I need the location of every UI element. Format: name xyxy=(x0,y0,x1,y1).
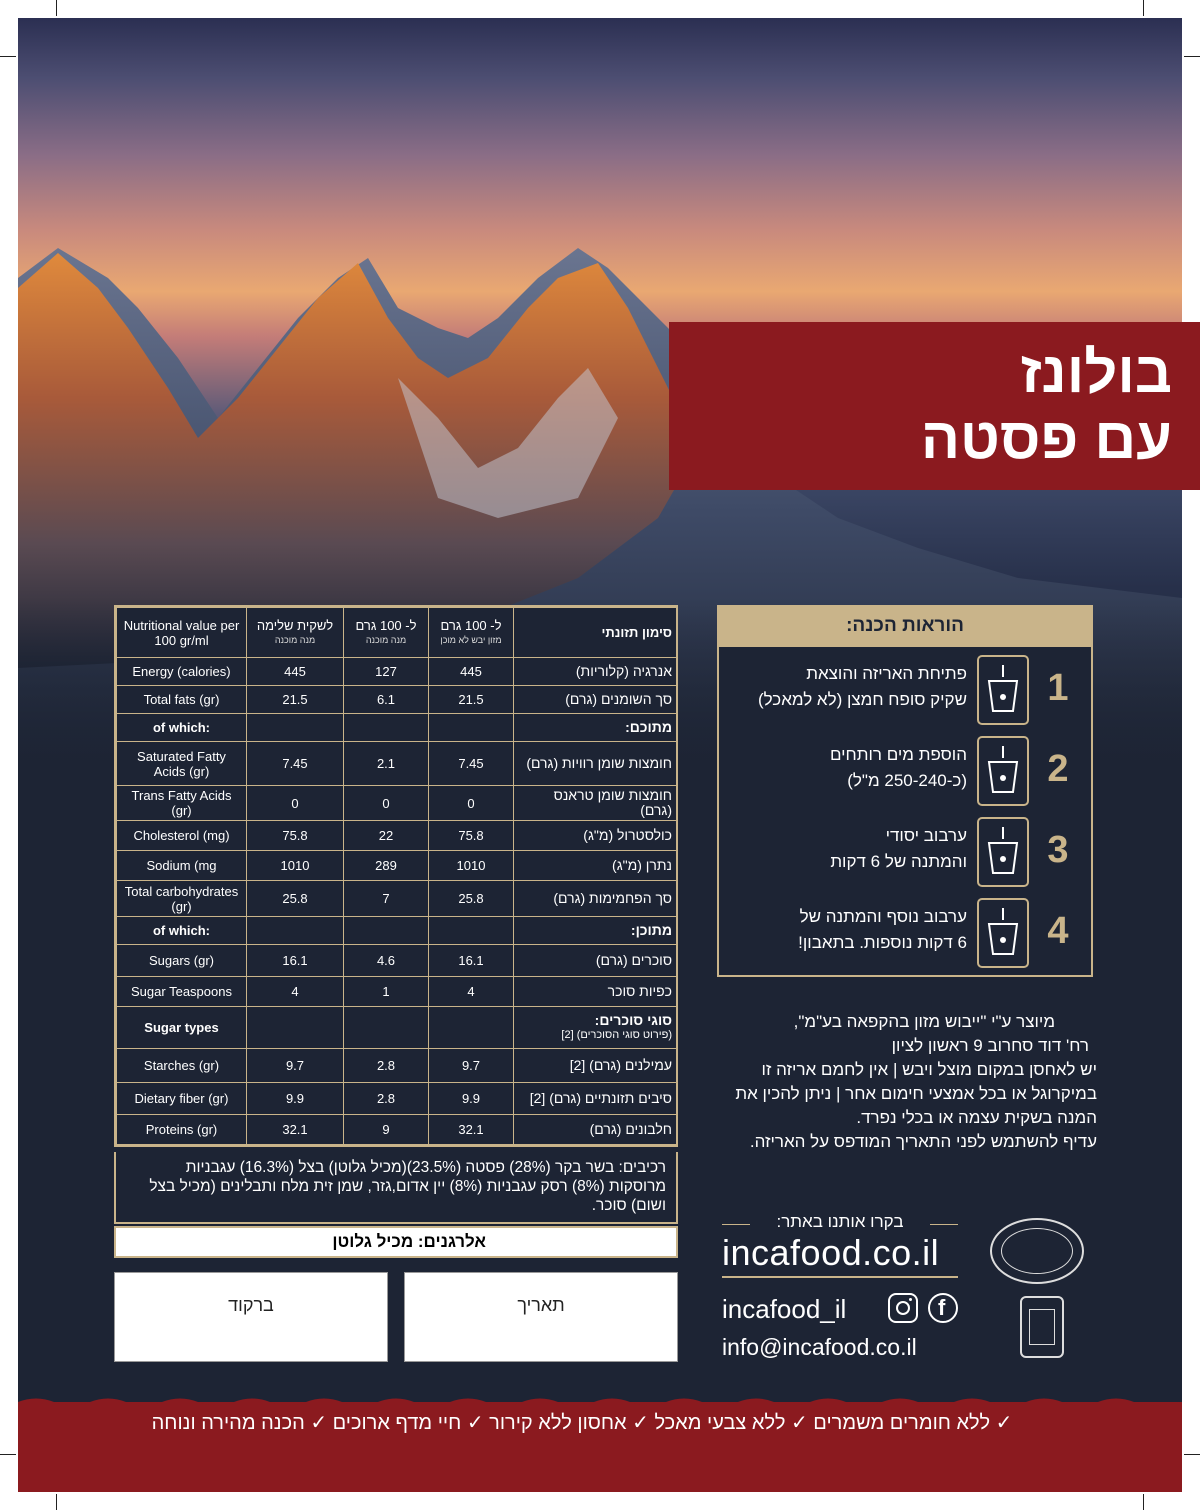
visit-us-label: בקרו אותנו באתר: xyxy=(776,1212,904,1231)
value-dry: 0 xyxy=(429,786,514,821)
storage-line: עדיף להשתמש לפני התאריך המודפס על האריזה. xyxy=(749,1132,1097,1151)
value-dry: 25.8 xyxy=(429,881,514,917)
nutrition-row xyxy=(117,917,677,945)
value-pouch: 0 xyxy=(247,786,344,821)
value-dry: 9.7 xyxy=(429,1049,514,1083)
value-pouch: 9.7 xyxy=(247,1049,344,1083)
header-english: Nutritional value per 100 gr/ml xyxy=(117,608,247,658)
date-box xyxy=(404,1272,678,1362)
maker-line: מיוצר ע"י "ייבוש מזון בהקפאה בע"מ", xyxy=(793,1012,1055,1031)
value-prepared: 127 xyxy=(344,658,429,686)
instruction-step xyxy=(719,653,1091,729)
product-benefits: ✓ ללא חומרים משמרים ✓ ללא צבעי מאכל ✓ אחסון ללא קירור ✓ חיי מדף ארוכים ✓ הכנה מהירה ונוחה xyxy=(151,1412,1013,1434)
nutrition-row xyxy=(117,1007,677,1049)
nutrition-row xyxy=(117,658,677,686)
nutrition-row xyxy=(117,1115,677,1145)
instructions-heading: הוראות הכנה: xyxy=(719,607,1091,647)
website-link[interactable]: incafood.co.il xyxy=(722,1232,940,1273)
value-dry: 4 xyxy=(429,977,514,1007)
nutrition-row xyxy=(117,742,677,786)
value-dry: 1010 xyxy=(429,851,514,881)
nutrient-english: Sodium (mg xyxy=(117,851,247,881)
value-pouch xyxy=(247,1007,344,1049)
instruction-step xyxy=(719,896,1091,972)
social-handle[interactable]: incafood_il xyxy=(722,1294,847,1324)
kosher-seal xyxy=(990,1218,1084,1284)
step-text: פתיחת האריזה והוצאת שקיק סופח חמצן (לא למאכל) xyxy=(757,664,967,709)
value-pouch xyxy=(247,917,344,945)
allergens-text: אלרגנים: מכיל גלוטן xyxy=(114,1226,678,1258)
crop-mark xyxy=(1143,1494,1144,1510)
value-pouch: 21.5 xyxy=(247,686,344,714)
crop-mark xyxy=(1143,0,1144,16)
value-pouch: 445 xyxy=(247,658,344,686)
instruction-step xyxy=(719,815,1091,891)
instruction-step xyxy=(719,734,1091,810)
value-prepared: 2.8 xyxy=(344,1083,429,1115)
nutrient-english: Cholesterol (mg) xyxy=(117,821,247,851)
value-prepared: 7 xyxy=(344,881,429,917)
pour-water-icon xyxy=(977,736,1029,806)
nutrient-english: Starches (gr) xyxy=(117,1049,247,1083)
nutrient-hebrew: חומצות שומן רוויות (גרם) xyxy=(514,742,677,786)
nutrition-table xyxy=(114,605,678,1147)
value-prepared: 6.1 xyxy=(344,686,429,714)
nutrition-row xyxy=(117,977,677,1007)
nutrient-hebrew-label: סוגי סוכרים: xyxy=(594,1011,672,1028)
value-pouch xyxy=(247,714,344,742)
nutrient-english: Total carbohydrates (gr) xyxy=(117,881,247,917)
email-link[interactable]: info@incafood.co.il xyxy=(722,1334,917,1360)
value-pouch: 25.8 xyxy=(247,881,344,917)
value-pouch: 9.9 xyxy=(247,1083,344,1115)
nutrition-row xyxy=(117,1049,677,1083)
nutrient-hebrew: עמילנים (גרם) [2] xyxy=(514,1049,677,1083)
divider xyxy=(722,1276,958,1278)
nutrient-hebrew: סך הפחמימות (גרם) xyxy=(514,881,677,917)
crop-mark xyxy=(1184,56,1200,57)
step-number: 2 xyxy=(1047,748,1069,790)
step-text: ערבוב יסודי והמתנה של 6 דקות xyxy=(830,826,967,871)
value-dry: 16.1 xyxy=(429,945,514,977)
value-prepared xyxy=(344,714,429,742)
value-prepared: 9 xyxy=(344,1115,429,1145)
nutrient-hebrew: נתרן (מ"ג) xyxy=(514,851,677,881)
nutrient-hebrew: מתוכן: xyxy=(514,917,677,945)
nutrient-english: Saturated Fatty Acids (gr) xyxy=(117,742,247,786)
nutrient-hebrew: חומצות שומן טראנס (גרם) xyxy=(514,786,677,821)
nutrient-hebrew: סך השומנים (גרם) xyxy=(514,686,677,714)
value-dry xyxy=(429,1007,514,1049)
open-pouch-icon xyxy=(977,655,1029,725)
nutrient-hebrew: סיבים תזונתיים (גרם) [2] xyxy=(514,1083,677,1115)
nutrient-english: of which: xyxy=(117,714,247,742)
date-label: תאריך xyxy=(517,1295,565,1315)
product-title-line1: בולונז xyxy=(1020,340,1172,405)
crop-mark xyxy=(1184,1454,1200,1455)
step-number: 4 xyxy=(1047,910,1069,952)
storage-line: במיקרוגל או בכל אמצעי חימום אחר | ניתן להכין את xyxy=(735,1084,1097,1103)
value-prepared: 2.1 xyxy=(344,742,429,786)
maker-line: רח' דוד סחרוב 9 ראשון לציון xyxy=(891,1036,1089,1055)
manufacturer-info xyxy=(712,1010,1097,1154)
nutrient-english: Proteins (gr) xyxy=(117,1115,247,1145)
stir-icon xyxy=(977,817,1029,887)
nutrition-row xyxy=(117,821,677,851)
value-dry: 32.1 xyxy=(429,1115,514,1145)
value-dry xyxy=(429,714,514,742)
preparation-instructions xyxy=(717,605,1093,977)
nutrient-hebrew: סוכרים (גרם) xyxy=(514,945,677,977)
value-dry: 9.9 xyxy=(429,1083,514,1115)
step-text: הוספת מים רותחים (כ-250-240 מ"ל) xyxy=(829,745,967,790)
nutrient-english: Energy (calories) xyxy=(117,658,247,686)
stir-again-icon xyxy=(977,898,1029,968)
value-prepared: 22 xyxy=(344,821,429,851)
header-prepared: ל- 100 גרם מנה מוכנה xyxy=(344,608,429,658)
product-title-line2: עם פסטה xyxy=(920,406,1172,471)
barcode-box xyxy=(114,1272,388,1362)
value-dry: 21.5 xyxy=(429,686,514,714)
instagram-icon[interactable] xyxy=(888,1293,918,1323)
nutrition-row xyxy=(117,851,677,881)
nutrition-row xyxy=(117,686,677,714)
header-pouch: לשקית שלימה מנה מוכנה xyxy=(247,608,344,658)
step-number: 3 xyxy=(1047,829,1069,871)
nutrient-english: Dietary fiber (gr) xyxy=(117,1083,247,1115)
value-dry: 75.8 xyxy=(429,821,514,851)
nutrient-english: Sugar types xyxy=(117,1007,247,1049)
value-prepared: 289 xyxy=(344,851,429,881)
value-prepared: 4.6 xyxy=(344,945,429,977)
nutrition-header-row xyxy=(117,608,677,658)
step-text: ערבוב נוסף והמתנה של 6 דקות נוספות. בתאבון! xyxy=(798,907,967,952)
value-pouch: 16.1 xyxy=(247,945,344,977)
nutrient-english: Trans Fatty Acids (gr) xyxy=(117,786,247,821)
value-prepared: 0 xyxy=(344,786,429,821)
nutrient-hebrew: חלבונים (גרם) xyxy=(514,1115,677,1145)
ingredients-text: רכיבים: בשר בקר (28%) פסטה (23.5%)(מכיל גלוטן) בצל (16.3%) עגבניות מרוסקות (8%) רסק עגבניות (8%) יין אדום,גזר, שמן זית מלח ותבלינים (מכיל בצל ושום) סוכר. xyxy=(114,1152,678,1224)
value-pouch: 7.45 xyxy=(247,742,344,786)
nutrition-row xyxy=(117,945,677,977)
nutrient-hebrew: כפיות סוכר xyxy=(514,977,677,1007)
header-label: סימון תזונתי xyxy=(514,608,677,658)
value-dry: 445 xyxy=(429,658,514,686)
nutrient-english: Total fats (gr) xyxy=(117,686,247,714)
nutrient-hebrew xyxy=(514,1007,677,1049)
value-pouch: 1010 xyxy=(247,851,344,881)
nutrient-english: of which: xyxy=(117,917,247,945)
nutrition-row xyxy=(117,786,677,821)
product-title-banner xyxy=(669,322,1200,490)
value-dry xyxy=(429,917,514,945)
nutrient-hebrew: כולסטרול (מ"ג) xyxy=(514,821,677,851)
step-number: 1 xyxy=(1047,667,1069,709)
value-prepared: 1 xyxy=(344,977,429,1007)
crop-mark xyxy=(56,1494,57,1510)
value-pouch: 75.8 xyxy=(247,821,344,851)
nutrition-row xyxy=(117,714,677,742)
header-dry: ל- 100 גרם מזון יבש לא מוכן xyxy=(429,608,514,658)
crop-mark xyxy=(0,1454,16,1455)
crop-mark xyxy=(56,0,57,16)
value-prepared xyxy=(344,917,429,945)
crop-mark xyxy=(0,56,16,57)
storage-line: יש לאחסן במקום מוצל ויבש | אין לחמם אריזה זו xyxy=(761,1060,1097,1079)
value-pouch: 32.1 xyxy=(247,1115,344,1145)
value-pouch: 4 xyxy=(247,977,344,1007)
value-dry: 7.45 xyxy=(429,742,514,786)
value-prepared xyxy=(344,1007,429,1049)
nutrient-english: Sugars (gr) xyxy=(117,945,247,977)
nutrition-row xyxy=(117,881,677,917)
barcode-label: ברקוד xyxy=(228,1295,274,1315)
nutrient-hebrew-note: (פירוט סוגי הסוכרים) [2] xyxy=(561,1028,672,1041)
storage-line: המנה בשקית עצמה או בכלי נפרד. xyxy=(856,1108,1097,1127)
nutrient-hebrew: מתוכם: xyxy=(514,714,677,742)
nutrient-hebrew: אנרגיה (קלוריות) xyxy=(514,658,677,686)
nutrient-english: Sugar Teaspoons xyxy=(117,977,247,1007)
facebook-icon[interactable]: f xyxy=(928,1293,958,1323)
nutrition-row xyxy=(117,1083,677,1115)
rabbinate-emblem xyxy=(1020,1296,1064,1358)
value-prepared: 2.8 xyxy=(344,1049,429,1083)
